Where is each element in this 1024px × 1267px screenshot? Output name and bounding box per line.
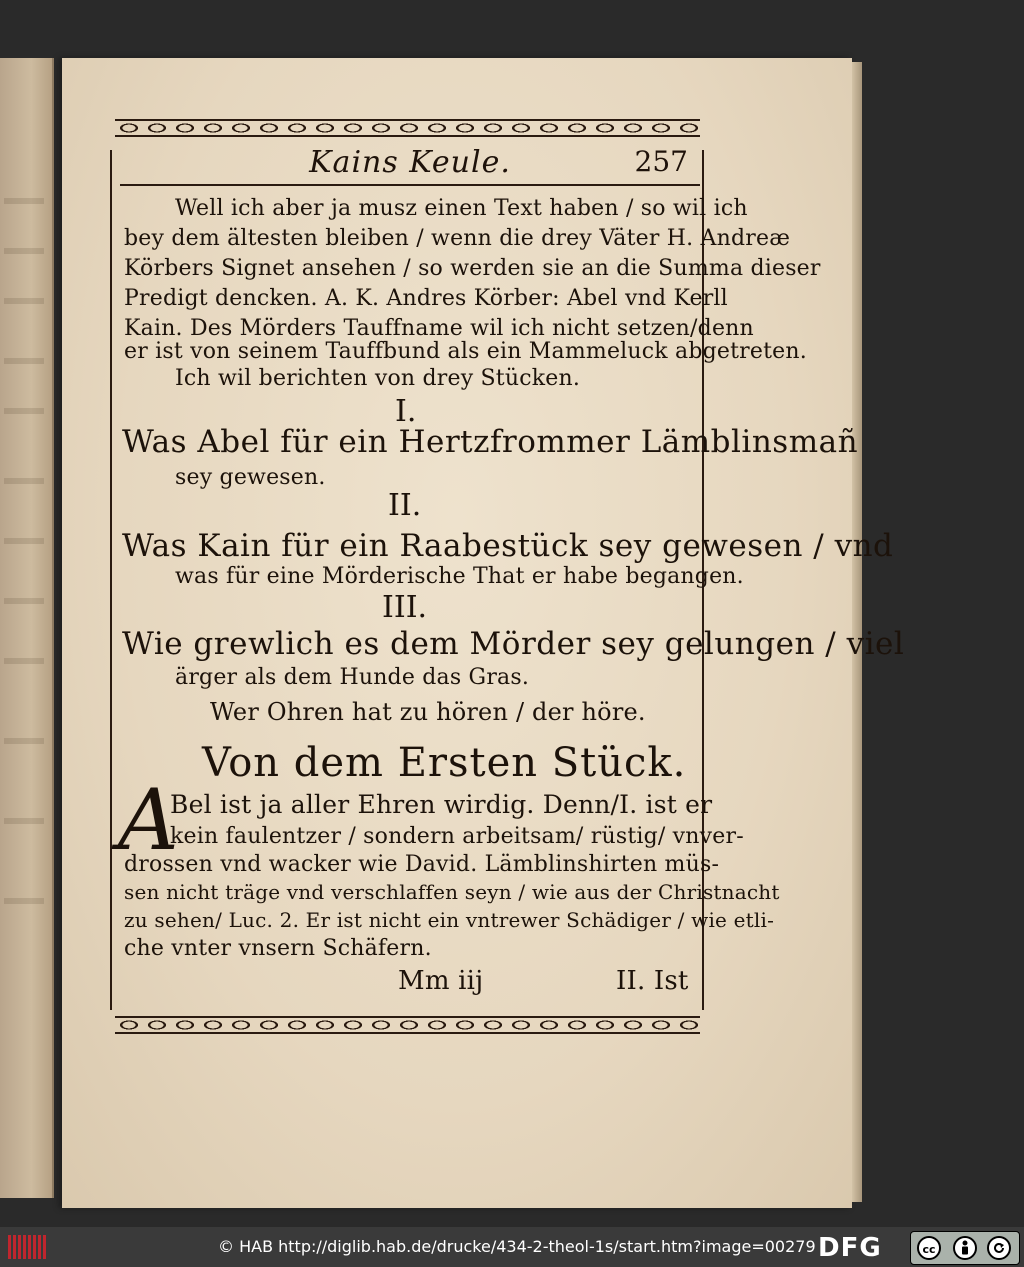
paragraph-line: sen nicht träge vnd verschlaffen seyn / wie aus der Christnacht — [124, 880, 780, 904]
drop-cap: A — [118, 771, 179, 869]
section-numeral: III. — [382, 590, 428, 625]
page-number: 257 — [634, 145, 688, 178]
text-line: Predigt dencken. A. K. Andres Körber: Abel vnd Kerll — [124, 286, 728, 311]
hab-logo-icon — [8, 1235, 48, 1259]
bottom-ornament-border — [115, 1014, 700, 1036]
section-line: ärger als dem Hunde das Gras. — [175, 665, 530, 690]
section-line: Was Kain für ein Raabestück sey gewesen / vnd — [122, 528, 894, 564]
paragraph-line: che vnter vnsern Schäfern. — [124, 936, 432, 961]
share-alike-icon — [987, 1236, 1011, 1260]
paragraph-line: zu sehen/ Luc. 2. Er ist nicht ein vntrewer Schädiger / wie etli- — [124, 908, 775, 932]
text-line: bey dem ältesten bleiben / wenn die drey Väter H. Andreæ — [124, 226, 791, 251]
section-heading: Von dem Ersten Stück. — [202, 740, 687, 786]
previous-page-edge — [0, 58, 54, 1198]
section-line: Was Abel für ein Hertzfrommer Lämblinsmañ — [122, 424, 859, 460]
catchword: II. Ist — [616, 966, 689, 996]
paragraph-line: kein faulentzer / sondern arbeitsam/ rüstig/ vnver- — [170, 824, 744, 849]
source-link[interactable]: © HAB http://diglib.hab.de/drucke/434-2-theol-1s/start.htm?image=00279 — [218, 1237, 816, 1256]
paragraph-line: drossen vnd wacker wie David. Lämblinshirten müs- — [124, 852, 720, 877]
top-ornament-border — [115, 117, 700, 139]
text-line: Körbers Signet ansehen / so werden sie an die Summa dieser — [124, 256, 821, 281]
section-line: was für eine Mörderische That er habe begangen. — [175, 564, 744, 589]
signature-mark: Mm iij — [398, 966, 484, 996]
cc-license-badge[interactable] — [910, 1231, 1020, 1265]
text-line: er ist von seinem Tauffbund als ein Mammeluck abgetreten. — [124, 339, 807, 364]
footer-bar — [0, 1227, 1024, 1267]
frame-left-rule — [110, 150, 112, 1010]
cc-icon: cc — [917, 1236, 941, 1260]
text-line: Ich wil berichten von drey Stücken. — [175, 366, 581, 391]
exhortation: Wer Ohren hat zu hören / der höre. — [210, 698, 646, 726]
header-rule — [120, 184, 700, 186]
section-line: Wie grewlich es dem Mörder sey gelungen / viel — [122, 626, 905, 662]
section-numeral: I. — [395, 394, 417, 429]
dfg-logo: DFG — [818, 1233, 882, 1263]
attribution-icon — [953, 1236, 977, 1260]
text-line: Well ich aber ja musz einen Text haben / so wil ich — [175, 196, 748, 221]
text-line: Kain. Des Mörders Tauffname wil ich nicht setzen/denn — [124, 316, 754, 341]
paragraph-line: Bel ist ja aller Ehren wirdig. Denn/I. ist er — [170, 790, 713, 819]
section-line: sey gewesen. — [175, 465, 326, 490]
share-alike-symbol-icon — [989, 1238, 1009, 1258]
running-title: Kains Keule. — [309, 145, 511, 180]
section-numeral: II. — [388, 488, 422, 523]
person-icon — [955, 1238, 975, 1258]
running-head — [120, 143, 700, 183]
